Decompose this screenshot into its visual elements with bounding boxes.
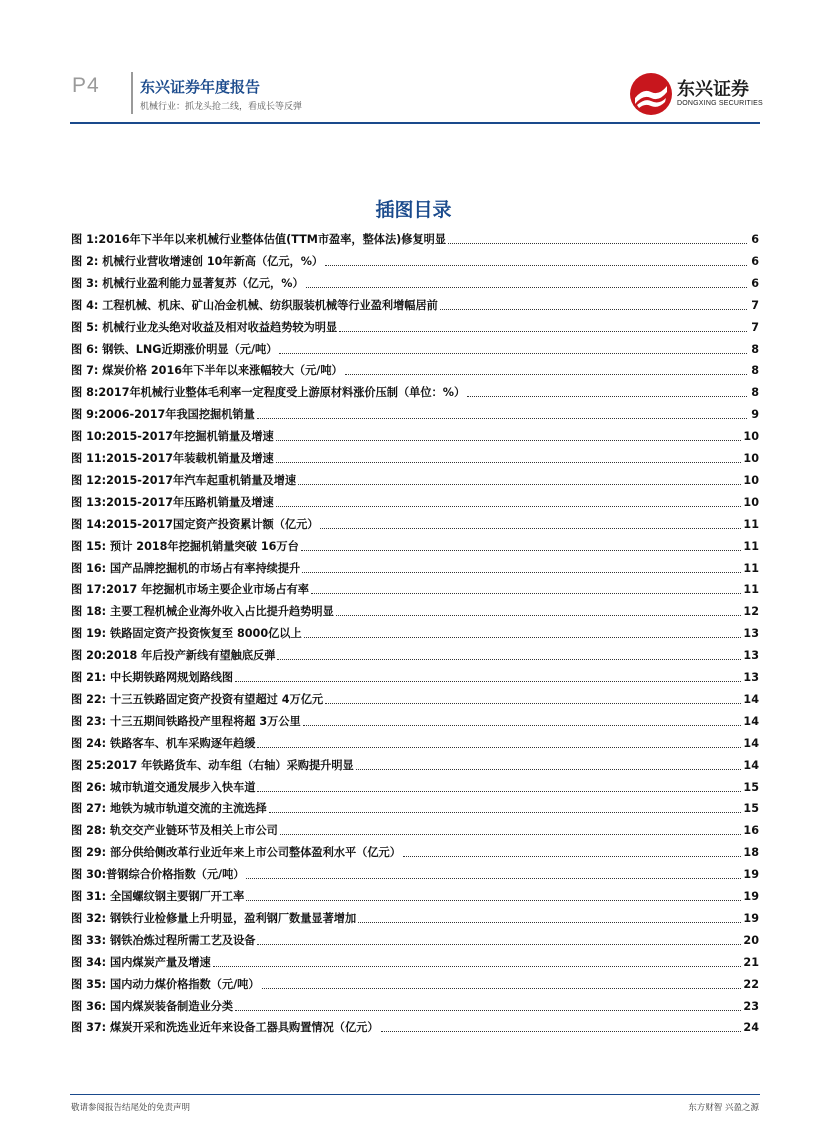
toc-leader-dots bbox=[303, 724, 742, 726]
toc-leader-dots bbox=[279, 352, 747, 354]
toc-entry-page: 6 bbox=[751, 233, 759, 246]
toc-entry[interactable] bbox=[71, 577, 759, 597]
toc-entry-label: 图 18: 主要工程机械企业海外收入占比提升趋势明显 bbox=[71, 605, 334, 619]
toc-entry[interactable] bbox=[71, 906, 759, 926]
toc-entry[interactable] bbox=[71, 840, 759, 860]
toc-entry[interactable] bbox=[71, 818, 759, 838]
toc-leader-dots bbox=[356, 768, 742, 770]
footer-disclaimer: 敬请参阅报告结尾处的免责声明 bbox=[71, 1103, 191, 1113]
toc-entry[interactable] bbox=[71, 643, 759, 663]
toc-entry-label: 图 13:2015-2017年压路机销量及增速 bbox=[71, 495, 274, 509]
toc-entry-label: 图 28: 轨交交产业链环节及相关上市公司 bbox=[71, 824, 278, 838]
toc-entry-label: 图 32: 钢铁行业检修量上升明显，盈利钢厂数量显著增加 bbox=[71, 911, 357, 925]
toc-entry-label: 图 14:2015-2017国定资产投资累计额（亿元） bbox=[71, 517, 319, 531]
toc-leader-dots bbox=[257, 746, 741, 748]
toc-entry[interactable] bbox=[71, 468, 759, 488]
toc-entry[interactable] bbox=[71, 709, 759, 729]
toc-entry-label: 图 8:2017年机械行业整体毛利率一定程度受上游原材料涨价压制（单位：%） bbox=[71, 386, 466, 400]
toc-entry-page: 19 bbox=[743, 911, 759, 925]
toc-leader-dots bbox=[262, 987, 742, 989]
toc-leader-dots bbox=[246, 877, 741, 879]
toc-entry-label: 图 25:2017 年铁路货车、动车组（右轴）采购提升明显 bbox=[71, 758, 354, 772]
toc-leader-dots bbox=[302, 571, 741, 573]
toc-entry-page: 19 bbox=[743, 890, 759, 903]
toc-leader-dots bbox=[269, 811, 742, 813]
logo-chinese-name: 东兴证券 bbox=[677, 79, 749, 100]
toc-entry-page: 22 bbox=[743, 977, 759, 991]
toc-entry[interactable] bbox=[71, 315, 759, 335]
toc-leader-dots bbox=[235, 1009, 741, 1011]
toc-entry[interactable] bbox=[71, 293, 759, 313]
toc-entry-label: 图 7: 煤炭价格 2016年下半年以来涨幅较大（元/吨） bbox=[71, 364, 343, 378]
toc-entry-page: 21 bbox=[743, 955, 759, 969]
toc-leader-dots bbox=[440, 308, 747, 310]
header-rule bbox=[70, 122, 760, 124]
toc-leader-dots bbox=[467, 395, 747, 397]
toc-entry-label: 图 22: 十三五铁路固定资产投资有望超过 4万亿元 bbox=[71, 692, 324, 706]
toc-entry-page: 7 bbox=[751, 298, 759, 312]
toc-entry[interactable] bbox=[71, 972, 759, 992]
toc-entry-page: 8 bbox=[751, 386, 759, 400]
toc-entry-label: 图 29: 部分供给侧改革行业近年来上市公司整体盈利水平（亿元） bbox=[71, 846, 401, 860]
toc-entry-label: 图 6: 钢铁、LNG近期涨价明显（元/吨） bbox=[71, 342, 278, 356]
toc-entry-page: 13 bbox=[743, 627, 759, 641]
toc-entry[interactable] bbox=[71, 994, 759, 1014]
toc-entry-page: 6 bbox=[751, 254, 759, 268]
toc-entry-label: 图 11:2015-2017年装载机销量及增速 bbox=[71, 452, 274, 465]
toc-entry-label: 图 36: 国内煤炭装备制造业分类 bbox=[71, 999, 234, 1013]
toc-entry-label: 图 26: 城市轨道交通发展步入快车道 bbox=[71, 780, 256, 794]
toc-entry-label: 图 37: 煤炭开采和洗选业近年来设备工器具购置情况（亿元） bbox=[71, 1021, 379, 1035]
toc-entry[interactable] bbox=[71, 1015, 759, 1035]
toc-entry-page: 16 bbox=[743, 824, 759, 838]
report-title: 东兴证券年度报告 bbox=[140, 78, 261, 96]
toc-entry-page: 14 bbox=[743, 758, 759, 772]
toc-leader-dots bbox=[325, 264, 747, 266]
toc-entry[interactable] bbox=[71, 512, 759, 532]
toc-leader-dots bbox=[304, 636, 742, 638]
toc-entry[interactable] bbox=[71, 556, 759, 576]
toc-leader-dots bbox=[246, 899, 741, 901]
toc-entry[interactable] bbox=[71, 490, 759, 510]
toc-entry-label: 图 1:2016年下半年以来机械行业整体估值(TTM市盈率，整体法)修复明显 bbox=[71, 233, 447, 246]
header-divider bbox=[131, 72, 133, 114]
toc-entry-label: 图 16: 国产品牌挖掘机的市场占有率持续提升 bbox=[71, 561, 301, 575]
toc-entry-page: 14 bbox=[743, 736, 759, 750]
toc-entry-label: 图 2: 机械行业营收增速创 10年新高（亿元，%） bbox=[71, 254, 324, 268]
toc-entry-label: 图 5: 机械行业龙头绝对收益及相对收益趋势较为明显 bbox=[71, 320, 338, 334]
report-subtitle: 机械行业：抓龙头抢二线，看成长等反弹 bbox=[140, 102, 303, 112]
toc-entry-label: 图 20:2018 年后投产新线有望触底反弹 bbox=[71, 649, 276, 663]
page-number: P4 bbox=[72, 74, 100, 97]
toc-leader-dots bbox=[298, 483, 741, 485]
toc-entry-label: 图 34: 国内煤炭产量及增速 bbox=[71, 955, 211, 969]
footer-rule bbox=[70, 1094, 760, 1095]
toc-leader-dots bbox=[358, 921, 741, 923]
toc-entry[interactable] bbox=[71, 337, 759, 357]
toc-entry-page: 11 bbox=[743, 583, 759, 597]
toc-entry-page: 10 bbox=[743, 473, 759, 487]
toc-leader-dots bbox=[448, 242, 747, 244]
toc-entry-page: 10 bbox=[743, 452, 759, 465]
toc-entry[interactable] bbox=[71, 731, 759, 751]
toc-entry[interactable] bbox=[71, 402, 759, 422]
toc-entry-page: 15 bbox=[743, 802, 759, 816]
toc-leader-dots bbox=[336, 614, 742, 616]
toc-entry-page: 11 bbox=[743, 517, 759, 531]
toc-leader-dots bbox=[280, 833, 742, 835]
toc-entry-page: 7 bbox=[751, 320, 759, 334]
toc-entry[interactable] bbox=[71, 227, 759, 247]
toc-entry-page: 10 bbox=[743, 430, 759, 444]
toc-leader-dots bbox=[276, 505, 742, 507]
toc-entry[interactable] bbox=[71, 249, 759, 269]
toc-leader-dots bbox=[311, 592, 741, 594]
toc-leader-dots bbox=[320, 527, 741, 529]
toc-entry-page: 14 bbox=[743, 692, 759, 706]
toc-leader-dots bbox=[276, 439, 742, 441]
toc-entry[interactable] bbox=[71, 862, 759, 882]
toc-entry-page: 8 bbox=[751, 342, 759, 356]
toc-entry-label: 图 31: 全国螺纹钢主要钢厂开工率 bbox=[71, 890, 245, 903]
toc-entry-label: 图 4: 工程机械、机床、矿山冶金机械、纺织服装机械等行业盈利增幅居前 bbox=[71, 298, 438, 312]
toc-entry-page: 24 bbox=[743, 1021, 759, 1035]
toc-entry[interactable] bbox=[71, 380, 759, 400]
toc-entry-label: 图 15: 预计 2018年挖掘机销量突破 16万台 bbox=[71, 539, 299, 553]
toc-entry-page: 14 bbox=[743, 714, 759, 728]
toc-entry[interactable] bbox=[71, 446, 759, 466]
toc-entry-label: 图 30:普钢综合价格指数（元/吨） bbox=[71, 868, 245, 882]
logo-english-name: DONGXING SECURITIES bbox=[677, 100, 763, 107]
toc-entry[interactable] bbox=[71, 271, 759, 291]
toc-entry-page: 6 bbox=[751, 276, 759, 290]
toc-leader-dots bbox=[325, 702, 741, 704]
toc-entry-label: 图 10:2015-2017年挖掘机销量及增速 bbox=[71, 430, 274, 444]
toc-entry-label: 图 12:2015-2017年汽车起重机销量及增速 bbox=[71, 473, 297, 487]
toc-entry-label: 图 19: 铁路固定资产投资恢复至 8000亿以上 bbox=[71, 627, 302, 641]
toc-entry-label: 图 21: 中长期铁路网规划路线图 bbox=[71, 671, 234, 684]
toc-entry-label: 图 3: 机械行业盈利能力显著复苏（亿元，%） bbox=[71, 276, 304, 290]
toc-entry-page: 13 bbox=[743, 671, 759, 684]
company-logo bbox=[629, 72, 763, 118]
toc-leader-dots bbox=[403, 855, 742, 857]
toc-entry-label: 图 27: 地铁为城市轨道交流的主流选择 bbox=[71, 802, 267, 816]
toc-entry[interactable] bbox=[71, 884, 759, 904]
toc-entry-page: 8 bbox=[751, 364, 759, 378]
toc-entry[interactable] bbox=[71, 796, 759, 816]
toc-leader-dots bbox=[381, 1030, 742, 1032]
toc-entry[interactable] bbox=[71, 424, 759, 444]
toc-leader-dots bbox=[257, 943, 741, 945]
toc-leader-dots bbox=[339, 330, 747, 332]
toc-entry-page: 19 bbox=[743, 868, 759, 882]
toc-entry-page: 13 bbox=[743, 649, 759, 663]
toc-entry[interactable] bbox=[71, 753, 759, 773]
toc-entry-page: 20 bbox=[743, 933, 759, 947]
toc-leader-dots bbox=[276, 461, 742, 463]
toc-entry[interactable] bbox=[71, 358, 759, 378]
toc-entry[interactable] bbox=[71, 928, 759, 948]
toc-entry-label: 图 33: 钢铁冶炼过程所需工艺及设备 bbox=[71, 933, 256, 947]
toc-title: 插图目录 bbox=[375, 199, 452, 221]
toc-leader-dots bbox=[301, 549, 742, 551]
toc-entry-page: 9 bbox=[751, 408, 759, 422]
page-header bbox=[0, 0, 827, 130]
toc-leader-dots bbox=[306, 286, 747, 288]
footer-slogan: 东方财智 兴盈之源 bbox=[688, 1103, 759, 1113]
toc-entry-label: 图 24: 铁路客车、机车采购逐年趋缓 bbox=[71, 736, 256, 750]
toc-leader-dots bbox=[257, 790, 741, 792]
toc-entry[interactable] bbox=[71, 621, 759, 641]
toc-entry-page: 11 bbox=[743, 561, 759, 575]
toc-entry[interactable] bbox=[71, 599, 759, 619]
toc-entry[interactable] bbox=[71, 950, 759, 970]
logo-emblem-icon bbox=[629, 72, 673, 116]
toc-leader-dots bbox=[257, 417, 747, 419]
toc-entry-page: 15 bbox=[743, 780, 759, 794]
toc-entry-label: 图 17:2017 年挖掘机市场主要企业市场占有率 bbox=[71, 583, 309, 597]
toc-leader-dots bbox=[345, 373, 747, 375]
toc-leader-dots bbox=[277, 658, 741, 660]
toc-entry[interactable] bbox=[71, 665, 759, 685]
toc-leader-dots bbox=[213, 965, 742, 967]
toc-entry-page: 10 bbox=[743, 495, 759, 509]
toc-entry[interactable] bbox=[71, 775, 759, 795]
toc-entry-label: 图 9:2006-2017年我国挖掘机销量 bbox=[71, 408, 255, 422]
toc-entry[interactable] bbox=[71, 534, 759, 554]
toc-leader-dots bbox=[235, 680, 741, 682]
toc-entry[interactable] bbox=[71, 687, 759, 707]
toc-entry-page: 23 bbox=[743, 999, 759, 1013]
toc-entry-label: 图 23: 十三五期间铁路投产里程将超 3万公里 bbox=[71, 714, 301, 728]
toc-entry-page: 18 bbox=[743, 846, 759, 860]
toc-entry-page: 11 bbox=[743, 539, 759, 553]
toc-entry-page: 12 bbox=[743, 605, 759, 619]
toc-entry-label: 图 35: 国内动力煤价格指数（元/吨） bbox=[71, 977, 260, 991]
